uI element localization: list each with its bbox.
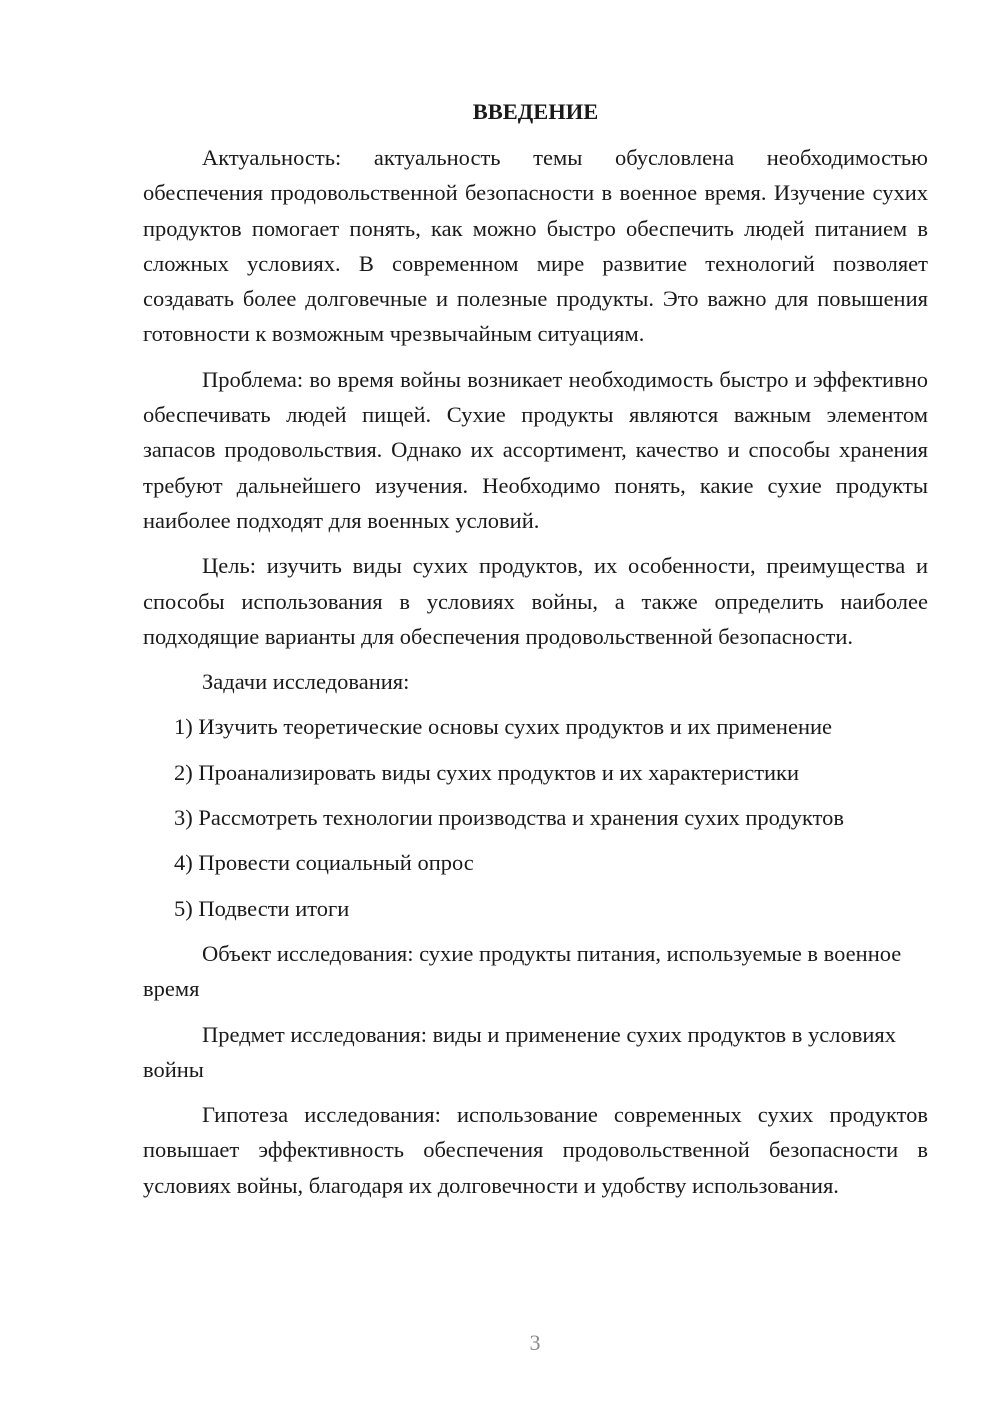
paragraph-subject: Предмет исследования: виды и применение сухих продуктов в условиях войны <box>143 1021 896 1082</box>
paragraph-goal: Цель: изучить виды сухих продуктов, их особенности, преимущества и способы использования в условиях войны, а также определить наиболее подходящие варианты для обеспечения продовольственной безопасности. <box>143 553 928 649</box>
task-item: 4) Провести социальный опрос <box>174 850 474 876</box>
task-item: 5) Подвести итоги <box>174 895 350 921</box>
section-title: ВВЕДЕНИЕ <box>472 99 599 124</box>
page-number: 3 <box>529 1330 541 1355</box>
paragraph-relevance: Актуальность: актуальность темы обусловлена необходимостью обеспечения продовольственной безопасности в военное время. Изучение сухих продуктов помогает понять, как можно быстро обеспечить людей питанием в сложных условиях. В современном мире развитие технологий позволяет создавать более долговечные и полезные продукты. Это важно для повышения готовности к возможным чрезвычайным ситуациям. <box>143 145 928 347</box>
task-item: 3) Рассмотреть технологии производства и хранения сухих продуктов <box>174 805 845 831</box>
tasks-heading: Задачи исследования: <box>202 669 410 695</box>
page-content <box>143 94 928 1213</box>
tasks-list <box>143 709 928 925</box>
task-item: 2) Проанализировать виды сухих продуктов и их характеристики <box>174 759 800 785</box>
task-item: 1) Изучить теоретические основы сухих продуктов и их применение <box>174 714 833 740</box>
paragraph-hypothesis: Гипотеза исследования: использование современных сухих продуктов повышает эффективность обеспечения продовольственной безопасности в условиях войны, благодаря их долговечности и удобству использования. <box>143 1102 928 1198</box>
paragraph-object: Объект исследования: сухие продукты питания, используемые в военное время <box>143 940 902 1002</box>
paragraph-problem: Проблема: во время войны возникает необходимость быстро и эффективно обеспечивать людей пищей. Сухие продукты являются важным элементом запасов продовольствия. Однако их ассортимент, качество и способы хранения требуют дальнейшего изучения. Необходимо понять, какие сухие продукты наиболее подходят для военных условий. <box>143 366 928 533</box>
